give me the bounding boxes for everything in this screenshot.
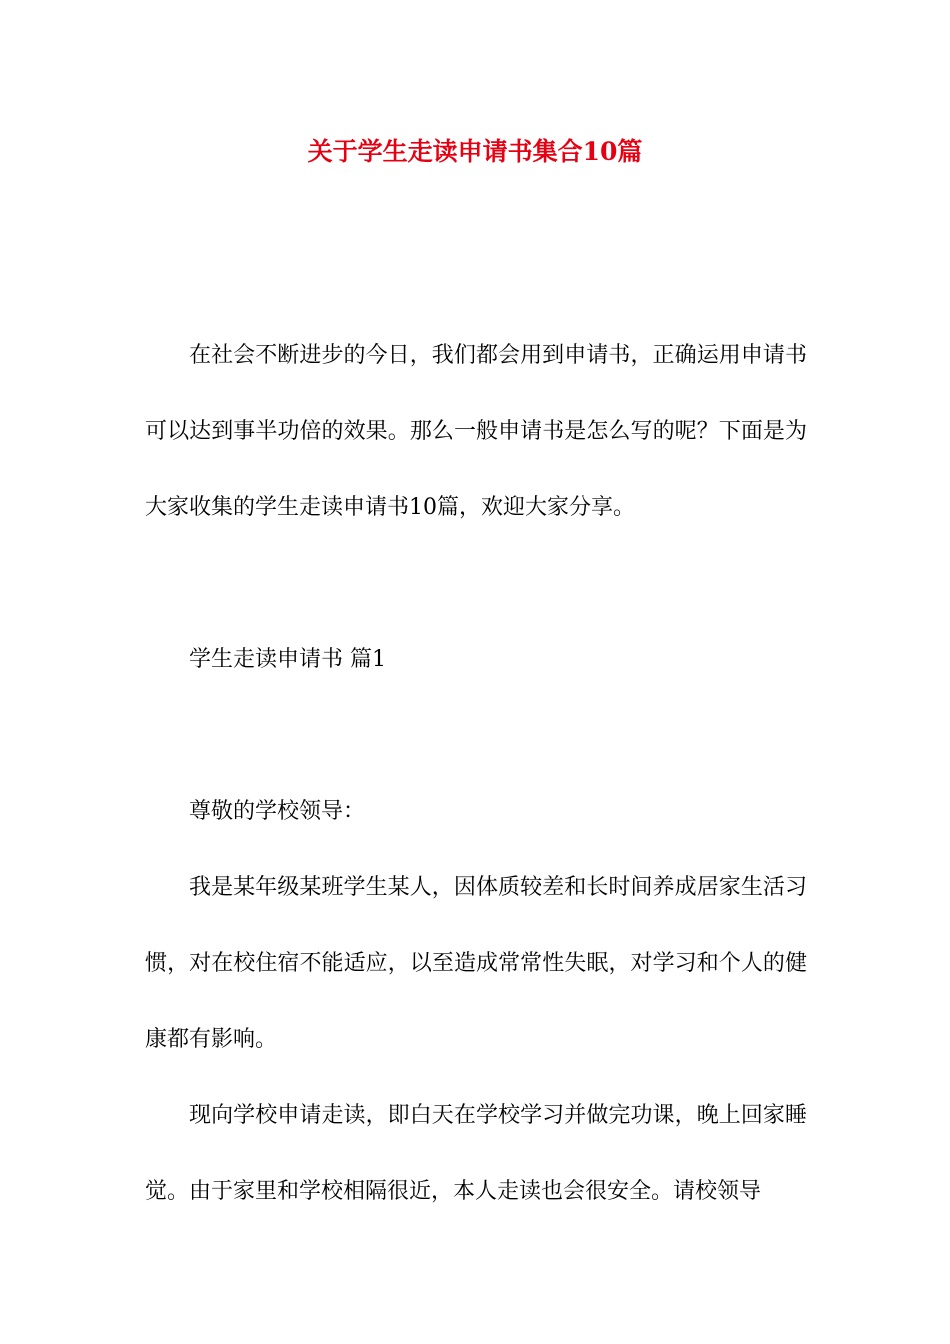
salutation: 尊敬的学校领导： — [189, 799, 366, 824]
section-heading: 学生走读申请书 篇1 — [189, 647, 386, 672]
section-spacer — [145, 698, 807, 774]
document-body — [145, 318, 807, 1230]
section-spacer — [145, 546, 807, 622]
document-title: 关于学生走读申请书集合10篇 — [307, 137, 643, 166]
body-paragraph: 现向学校申请走读，即白天在学校学习并做完功课，晚上回家睡觉。由于家里和学校相隔很近，本人走读也会很安全。请校领导 — [145, 1103, 807, 1204]
intro-paragraph: 在社会不断进步的今日，我们都会用到申请书，正确运用申请书可以达到事半功倍的效果。那么一般申请书是怎么写的呢？下面是为大家收集的学生走读申请书10篇，欢迎大家分享。 — [145, 343, 807, 520]
body-paragraph: 我是某年级某班学生某人，因体质较差和长时间养成居家生活习惯，对在校住宿不能适应，以至造成常常性失眠，对学习和个人的健康都有影响。 — [145, 875, 807, 1052]
